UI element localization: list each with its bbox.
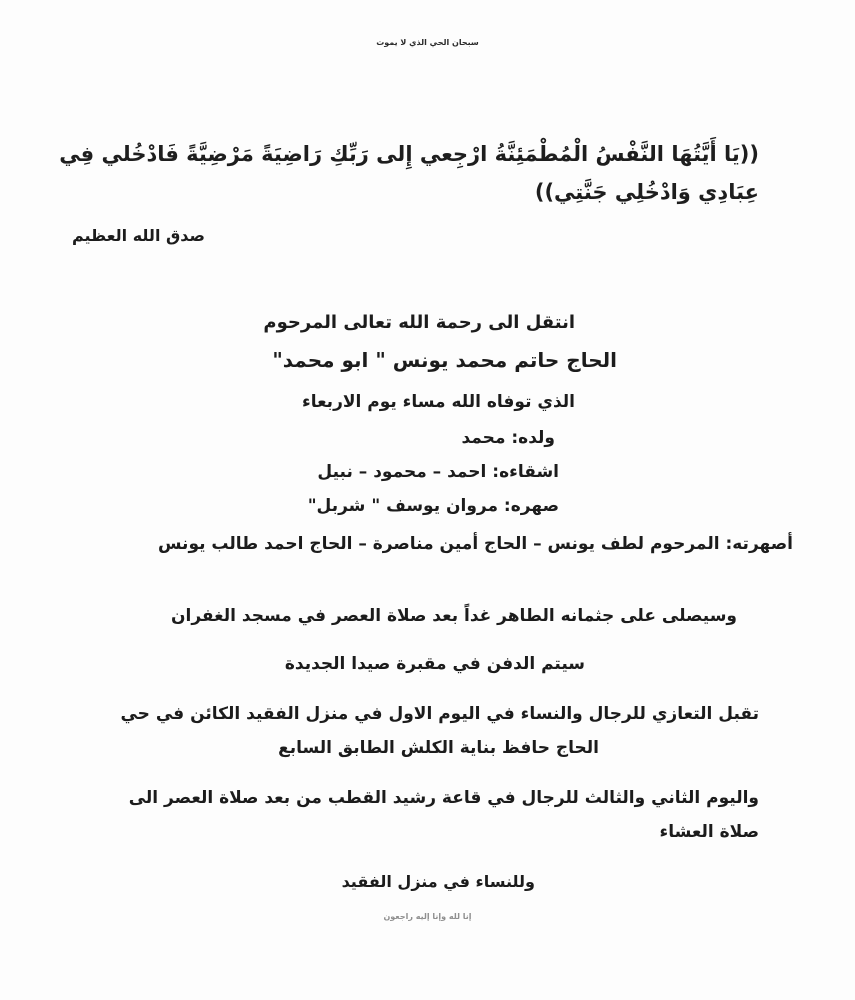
son-in-law: صهره: مروان يوسف " شربل" xyxy=(307,496,559,516)
heading: سبحان الحي الذي لا يموت xyxy=(376,38,479,47)
closing-phrase: إنا لله وإنا إليه راجعون xyxy=(383,912,472,921)
days-line-2: صلاة العشاء xyxy=(659,822,759,842)
condolence-line-2: الحاج حافظ بناية الكلش الطابق السابع xyxy=(278,738,599,758)
verse-line-2: عِبَادِي وَادْخُلِي جَنَّتِي)) xyxy=(534,180,759,204)
prayer-arrangement: وسيصلى على جثمانه الطاهر غداً بعد صلاة العصر في مسجد الغفران xyxy=(171,606,737,626)
death-date: الذي توفاه الله مساء يوم الاربعاء xyxy=(302,392,575,412)
verse-attribution: صدق الله العظيم xyxy=(71,226,205,245)
days-line-1: واليوم الثاني والثالث للرجال في قاعة رشيد القطب من بعد صلاة العصر الى xyxy=(128,788,759,808)
burial-arrangement: سيتم الدفن في مقبرة صيدا الجديدة xyxy=(284,654,585,674)
condolence-line-1: تقبل التعازي للرجال والنساء في اليوم الاول في منزل الفقيد الكائن في حي xyxy=(120,704,759,724)
women-condolence: وللنساء في منزل الفقيد xyxy=(341,872,535,891)
son: ولده: محمد xyxy=(461,428,555,448)
announcement-intro: انتقل الى رحمة الله تعالى المرحوم xyxy=(263,312,575,333)
deceased-name: الحاج حاتم محمد يونس " ابو محمد" xyxy=(272,348,617,372)
brothers: اشقاءه: احمد – محمود – نبيل xyxy=(317,462,559,482)
verse-line-1: ((يَا أَيَّتُهَا النَّفْسُ الْمُطْمَئِنَّةُ ارْجِعي إِلى رَبِّكِ رَاضِيَةً مَرْضِيَّةً فَادْخُلي فِي xyxy=(59,142,759,166)
in-laws: أصهرته: المرحوم لطف يونس – الحاج أمين مناصرة – الحاج احمد طالب يونس xyxy=(158,534,793,554)
